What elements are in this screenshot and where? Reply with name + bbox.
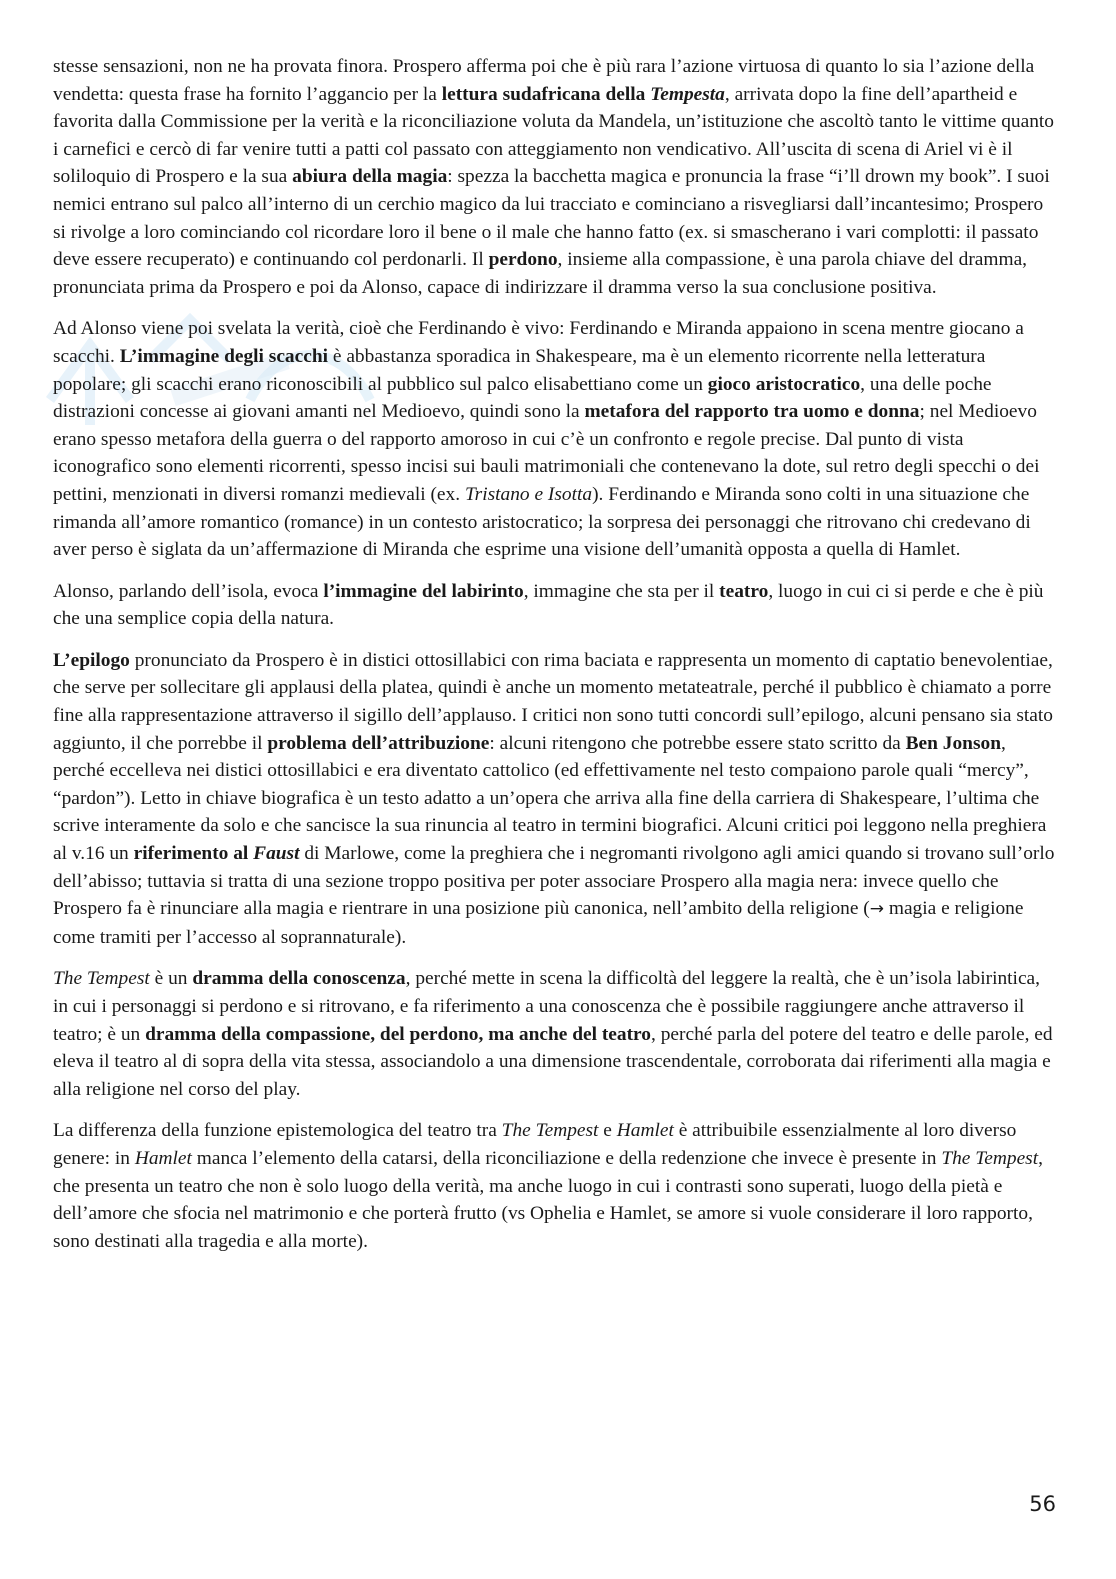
text-run: pronunciato da Prospero è in distici ottosillabici con rima baciata e rappresenta un momento di captatio benevolentiae, che serve per sollecitare gli applausi della platea, quindi è anche un momento metateatrale, perché il pubblico è chiamato a porre fine alla rappresentazione attraverso il sigillo dell’applauso. I critici non sono tutti concordi sull’epilogo, alcuni pensano sia stato aggiunto, il che porrebbe il [53, 649, 1053, 754]
italic-title: The Tempest [53, 968, 150, 990]
bold-phrase: L’epilogo [53, 649, 130, 671]
paragraph-6 [53, 1117, 1058, 1255]
bold-phrase: problema dell’attribuzione [267, 732, 490, 754]
text-run: stesse sensazioni, non ne ha provata finora. Prospero afferma poi che è più rara l’azione virtuosa di quanto lo sia l’azione della vendetta: questa frase ha fornito l’aggancio per la [53, 56, 1035, 105]
paragraph-3 [53, 578, 1058, 633]
bold-phrase: teatro [719, 580, 769, 602]
bold-phrase: riferimento al [133, 843, 254, 865]
italic-title: The Tempest [501, 1120, 599, 1142]
paragraph-5 [53, 965, 1058, 1103]
text-run: : alcuni ritengono che potrebbe essere stato scritto da [489, 732, 906, 754]
text-run: , perché eccelleva nei distici ottosillabici e era diventato cattolico (ed effettivamente nel testo compaiono parole quali “mercy”, “pardon”). Letto in chiave biografica è un testo adatto a un’opera che arriva alla fine della carriera di Shakespeare, l’ultima che scrive interamente da solo e che sancisce la sua rinuncia al teatro in termini biografici. Alcuni critici poi leggono nella preghiera al v.16 un [53, 732, 1047, 865]
text-run: , perché parla del potere del teatro e delle parole, ed eleva il teatro al di sopra della vita stessa, associandolo a una dimensione trascendentale, corroborata dai riferimenti alla magia e alla religione nel corso del play. [53, 1023, 1053, 1100]
text-run: è attribuibile essenzialmente al loro diverso genere: in [53, 1120, 1017, 1169]
text-run: è abbastanza sporadica in Shakespeare, ma è un elemento ricorrente nella letteratura popolare; gli scacchi erano riconoscibili al pubblico sul palco elisabettiano come un [53, 345, 986, 395]
paragraph-4 [53, 647, 1058, 952]
bold-phrase: L’immagine degli scacchi [119, 345, 329, 367]
page-number: 56 [1029, 1492, 1056, 1516]
text-run: : spezza la bacchetta magica e pronuncia la frase “i’ll drown my book”. I suoi nemici entrano sul palco all’interno di un cerchio magico da lui tracciato e cominciano a risvegliarsi dall’incantesimo; Prospero si rivolge a loro cominciando col ricordare loro il bene o il male che hanno fatto (ex. si smascherano i vari complotti: il passato deve essere recuperato) e continuando col perdonarli. Il [53, 166, 1050, 271]
text-run: manca l’elemento della catarsi, della riconciliazione e della redenzione che invece è presente in [191, 1147, 942, 1169]
bold-italic-title: Faust [253, 843, 300, 865]
italic-title: Tristano e Isotta [464, 483, 593, 505]
bold-phrase: Ben Jonson [905, 732, 1001, 754]
arrow-right-icon: → [869, 899, 885, 920]
bold-phrase: dramma della compassione, del perdono, ma anche del teatro [145, 1023, 652, 1045]
italic-title: Hamlet [134, 1147, 192, 1169]
bold-phrase: lettura sudafricana della [441, 83, 651, 105]
text-run: magia e religione come tramiti per l’accesso al soprannaturale). [53, 898, 1024, 948]
text-run: , insieme alla compassione, è una parola chiave del dramma, pronunciata prima da Prospero e poi da Alonso, capace di indirizzare il dramma verso la sua conclusione positiva. [53, 249, 1028, 298]
bold-phrase: gioco aristocratico [707, 373, 861, 395]
bold-italic-title: Tempesta [650, 83, 725, 105]
text-run: Ad Alonso viene poi svelata la verità, cioè che Ferdinando è vivo: Ferdinando e Miranda appaiono in scena mentre giocano a scacchi. [53, 318, 1024, 367]
text-run: , luogo in cui ci si perde e che è più che una semplice copia della natura. [53, 580, 1044, 630]
paragraph-1 [53, 53, 1058, 301]
text-run: ). Ferdinando e Miranda sono colti in una situazione che rimanda all’amore romantico (romance) in un contesto aristocratico; la sorpresa dei personaggi che ritrovano chi credevano di aver perso è siglata da un’affermazione di Miranda che esprime una visione dell’umanità opposta a quella di Hamlet. [53, 483, 1031, 561]
text-run: e [598, 1120, 617, 1142]
italic-title: Hamlet [616, 1120, 674, 1142]
bold-phrase: metafora del rapporto tra uomo e donna [584, 401, 920, 423]
text-run: Alonso, parlando dell’isola, evoca [53, 580, 324, 602]
document-body [53, 53, 1058, 1269]
text-run: , che presenta un teatro che non è solo luogo della verità, ma anche luogo in cui i contrasti sono superati, luogo della pietà e dell’amore che sfocia nel matrimonio e che porterà frutto (vs Ophelia e Hamlet, se amore si vuole considerare il loro rapporto, sono destinati alla tragedia e alla morte). [53, 1147, 1043, 1252]
bold-phrase: l’immagine del labirinto [323, 580, 524, 602]
text-run: , perché mette in scena la difficoltà del leggere la realtà, che è un’isola labirintica, in cui i personaggi si perdono e si ritrovano, e fa riferimento a una conoscenza che è possibile raggiungere anche attraverso il teatro; è un [53, 968, 1041, 1045]
text-run: , arrivata dopo la fine dell’apartheid e favorita dalla Commissione per la verità e la riconciliazione voluta da Mandela, un’istituzione che ascoltò tanto le vittime quanto i carnefici e cercò di far venire tutti a patti col passato con atteggiamento non vendicativo. All’uscita di scena di Ariel vi è il soliloquio di Prospero e la sua [53, 83, 1054, 188]
bold-phrase: perdono [488, 249, 558, 271]
italic-title: The Tempest [941, 1147, 1039, 1169]
text-run: è un [149, 968, 193, 990]
text-run: di Marlowe, come la preghiera che i negromanti rivolgono agli amici quando si trovano sull’orlo dell’abisso; tuttavia si tratta di una sezione troppo positiva per poter associare Prospero alla magia nera: invece quello che Prospero fa è rinunciare alla magia e rientrare in una posizione più canonica, nell’ambito della religione ( [53, 843, 1055, 920]
bold-phrase: dramma della conoscenza [192, 968, 406, 990]
text-run: , immagine che sta per il [523, 580, 720, 602]
paragraph-2 [53, 315, 1058, 563]
text-run: , una delle poche distrazioni concesse ai giovani amanti nel Medioevo, quindi sono la [53, 373, 992, 423]
text-run: La differenza della funzione epistemologica del teatro tra [53, 1120, 502, 1142]
bold-phrase: abiura della magia [292, 166, 448, 188]
text-run: ; nel Medioevo erano spesso metafora della guerra o del rapporto amoroso in cui c’è un confronto e regole precise. Dal punto di vista iconografico sono elementi ricorrenti, spesso incisi sui bauli matrimoniali che contenevano la dote, sul retro degli specchi o dei pettini, menzionati in diversi romanzi medievali (ex. [53, 401, 1040, 505]
